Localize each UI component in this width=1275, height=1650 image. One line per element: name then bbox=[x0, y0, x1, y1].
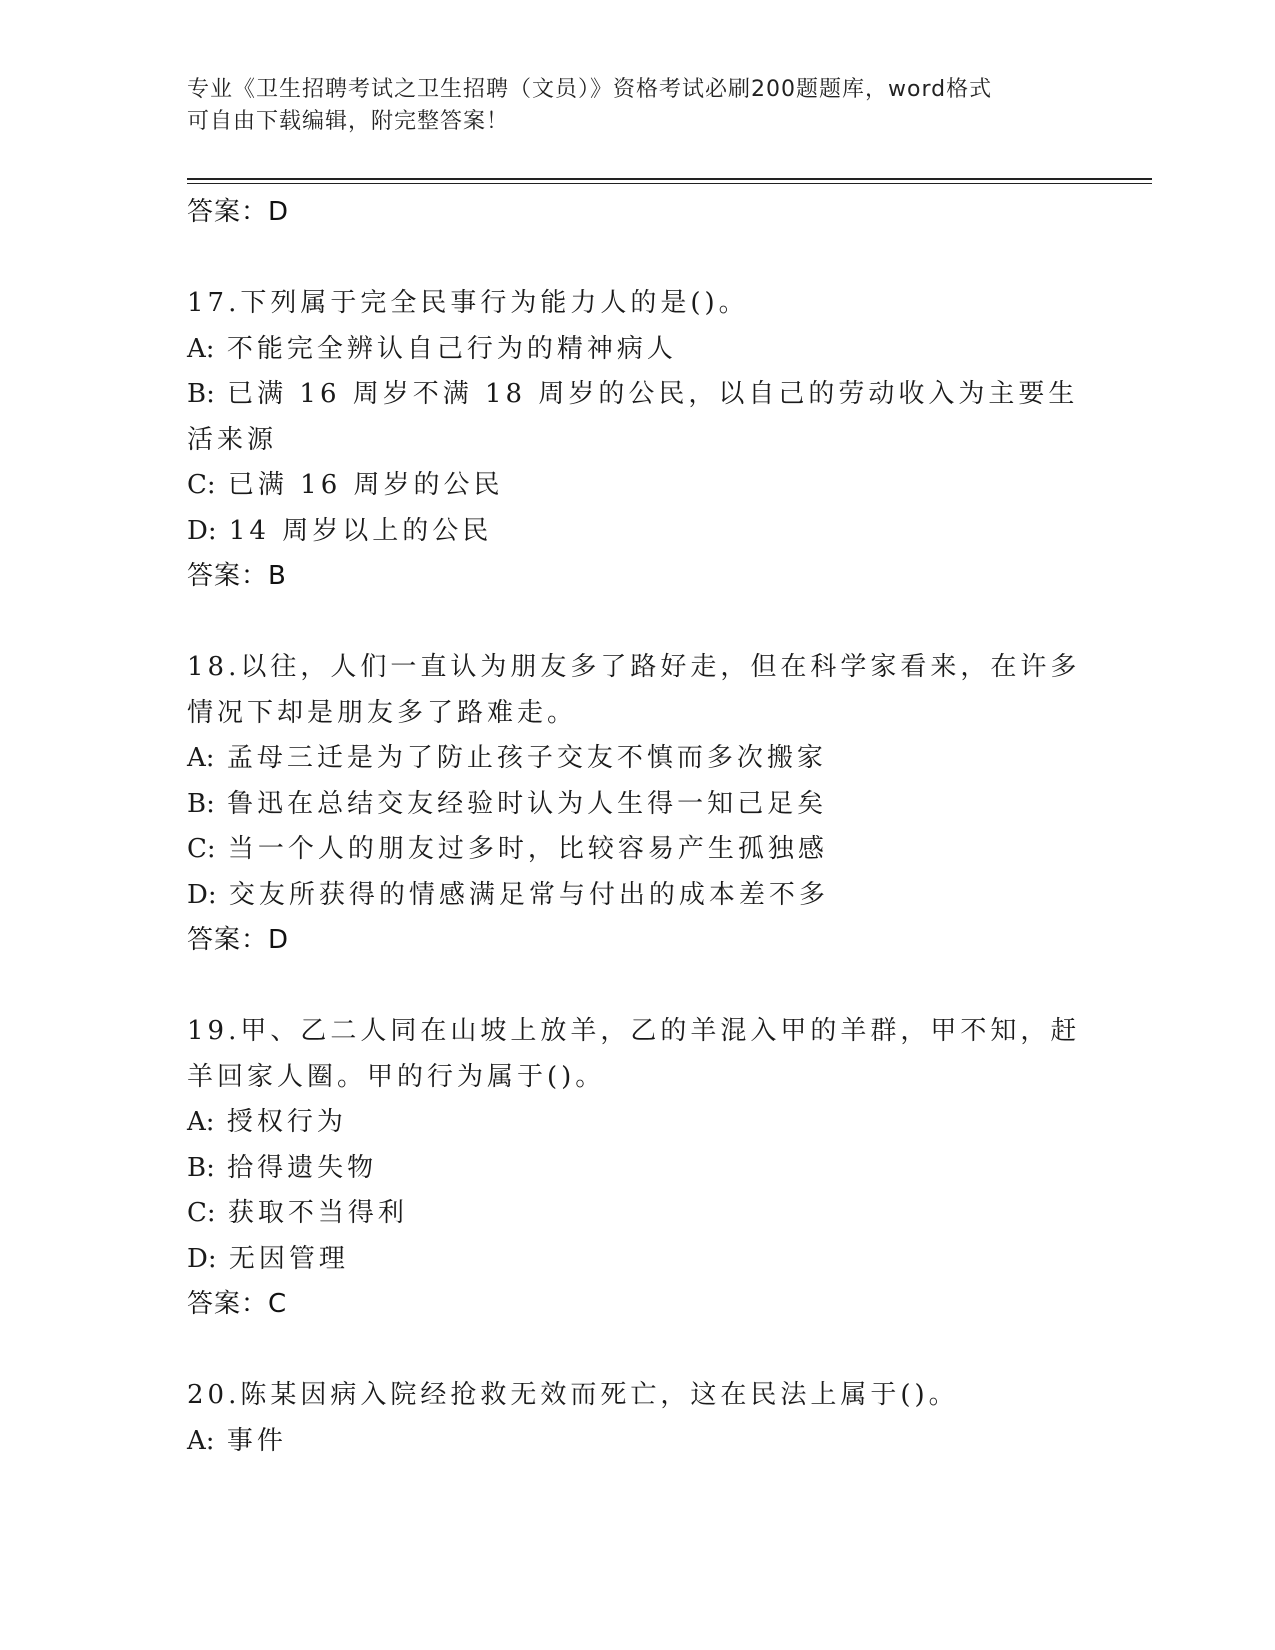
option-b: B: 鲁迅在总结交友经验时认为人生得一知己足矣 bbox=[187, 788, 828, 819]
option-d: D: 无因管理 bbox=[187, 1243, 349, 1274]
option-a: A: 授权行为 bbox=[187, 1107, 347, 1137]
question-block bbox=[187, 281, 1087, 599]
answer-line: 答案：C bbox=[187, 1289, 288, 1319]
question-block bbox=[187, 1373, 1087, 1464]
header-rule bbox=[187, 178, 1152, 180]
option-c: C: 获取不当得利 bbox=[187, 1198, 408, 1228]
answer-line: 答案：D bbox=[187, 197, 290, 227]
option-d: D: 14 周岁以上的公民 bbox=[187, 515, 493, 546]
header-line-2: 可自由下载编辑，附完整答案！ bbox=[187, 109, 510, 134]
option-b: B: 已满 16 周岁不满 18 周岁的公民，以自己的劳动收入为主要生活来源 bbox=[187, 379, 1079, 455]
option-a: A: 孟母三迁是为了防止孩子交友不慎而多次搬家 bbox=[187, 743, 827, 773]
answer-line: 答案：B bbox=[187, 561, 287, 591]
question-stem: 19.甲、乙二人同在山坡上放羊，乙的羊混入甲的羊群，甲不知，赶羊回家人圈。甲的行为属于()。 bbox=[187, 1016, 1081, 1092]
option-c: C: 当一个人的朋友过多时，比较容易产生孤独感 bbox=[187, 834, 828, 864]
option-c: C: 已满 16 周岁的公民 bbox=[187, 470, 504, 500]
question-block bbox=[187, 645, 1087, 963]
header-rule-thin bbox=[187, 183, 1152, 184]
question-stem: 18.以往，人们一直认为朋友多了路好走，但在科学家看来，在许多情况下却是朋友多了路难走。 bbox=[187, 652, 1081, 728]
option-b: B: 拾得遗失物 bbox=[187, 1152, 378, 1183]
page-header bbox=[187, 74, 1067, 138]
option-d: D: 交友所获得的情感满足常与付出的成本差不多 bbox=[187, 879, 829, 910]
question-stem: 20.陈某因病入院经抢救无效而死亡，这在民法上属于()。 bbox=[187, 1380, 959, 1410]
header-line-1: 专业《卫生招聘考试之卫生招聘（文员）》资格考试必刷200题题库，word格式 bbox=[187, 77, 993, 102]
question-stem: 17.下列属于完全民事行为能力人的是()。 bbox=[187, 288, 749, 318]
option-a: A: 事件 bbox=[187, 1425, 287, 1456]
question-block bbox=[187, 1009, 1087, 1327]
answer-line: 答案：D bbox=[187, 925, 290, 955]
document-body bbox=[187, 190, 1087, 1464]
option-a: A: 不能完全辨认自己行为的精神病人 bbox=[187, 333, 677, 364]
